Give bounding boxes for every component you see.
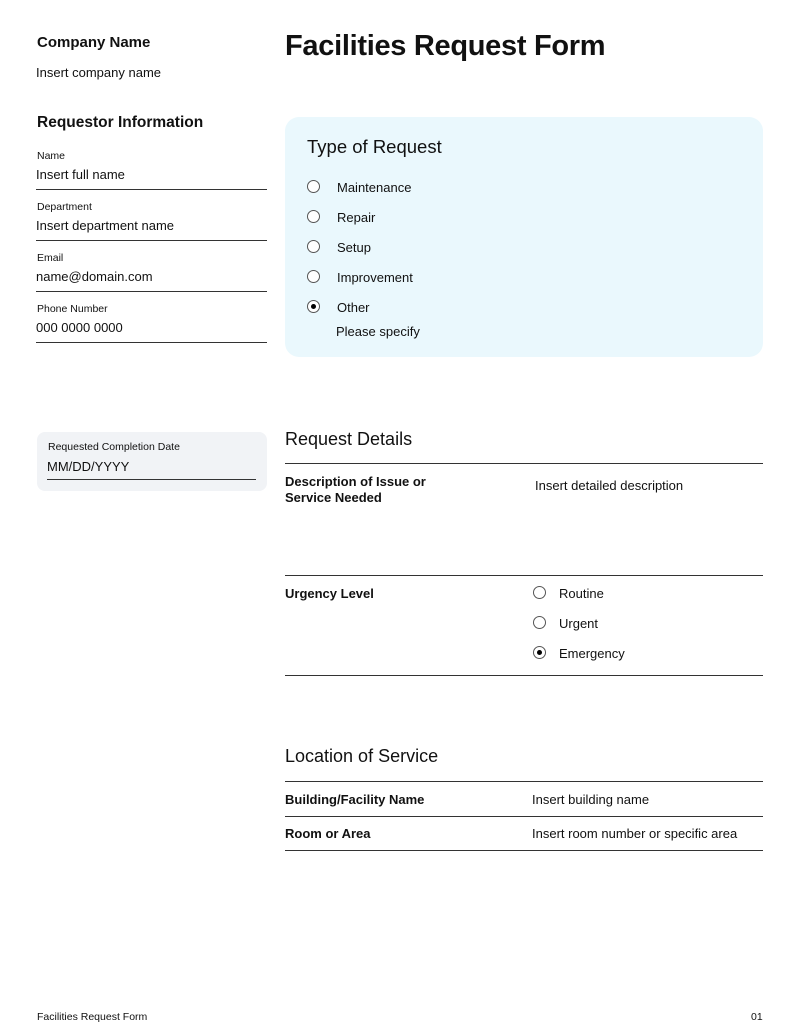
type-of-request-heading: Type of Request [307,136,442,157]
radio-setup[interactable] [307,240,320,253]
divider [285,675,763,676]
field-label: Name [37,150,66,162]
field-label: Department [37,201,92,213]
radio-other[interactable] [307,300,320,313]
option-label: Repair [337,210,376,225]
building-input[interactable]: Insert building name [532,792,650,807]
room-input[interactable]: Insert room number or specific area [532,826,738,841]
description-label: Description of Issue or Service Needed [285,474,426,505]
option-label: Setup [337,240,371,255]
option-label: Other [337,300,370,315]
divider [47,479,256,480]
option-label: Urgent [559,616,599,631]
radio-emergency[interactable] [533,646,546,659]
field-label: Phone Number [37,303,108,315]
radio-repair[interactable] [307,210,320,223]
phone-field[interactable] [36,303,267,343]
name-field[interactable] [36,150,267,190]
field-label: Email [37,252,64,264]
location-heading: Location of Service [285,746,439,766]
completion-date-input[interactable]: MM/DD/YYYY [47,459,130,474]
company-name-label: Company Name [37,34,151,51]
description-input[interactable]: Insert detailed description [535,478,684,493]
field-value[interactable]: 000 0000 0000 [36,320,123,335]
urgency-label: Urgency Level [285,586,374,601]
page-title: Facilities Request Form [285,30,606,62]
divider [285,816,763,817]
company-name-input[interactable]: Insert company name [36,65,162,80]
radio-maintenance[interactable] [307,180,320,193]
footer-title: Facilities Request Form [37,1011,148,1023]
field-value[interactable]: Insert department name [36,218,175,233]
radio-routine[interactable] [533,586,546,599]
completion-date-label: Requested Completion Date [48,441,180,453]
requestor-heading: Requestor Information [37,114,204,131]
option-label: Routine [559,586,604,601]
page-number: 01 [751,1011,763,1023]
request-details-heading: Request Details [285,429,413,449]
divider [285,781,763,782]
radio-urgent[interactable] [533,616,546,629]
building-label: Building/Facility Name [285,792,425,807]
field-value[interactable]: Insert full name [36,167,125,182]
field-value[interactable]: name@domain.com [36,269,153,284]
divider [285,463,763,464]
divider [285,850,763,851]
option-label: Emergency [559,646,625,661]
email-field[interactable] [36,252,267,292]
divider [285,575,763,576]
option-label: Improvement [337,270,413,285]
room-label: Room or Area [285,826,371,841]
radio-improvement[interactable] [307,270,320,283]
department-field[interactable] [36,201,267,241]
other-specify-input[interactable]: Please specify [336,324,420,339]
option-label: Maintenance [337,180,412,195]
